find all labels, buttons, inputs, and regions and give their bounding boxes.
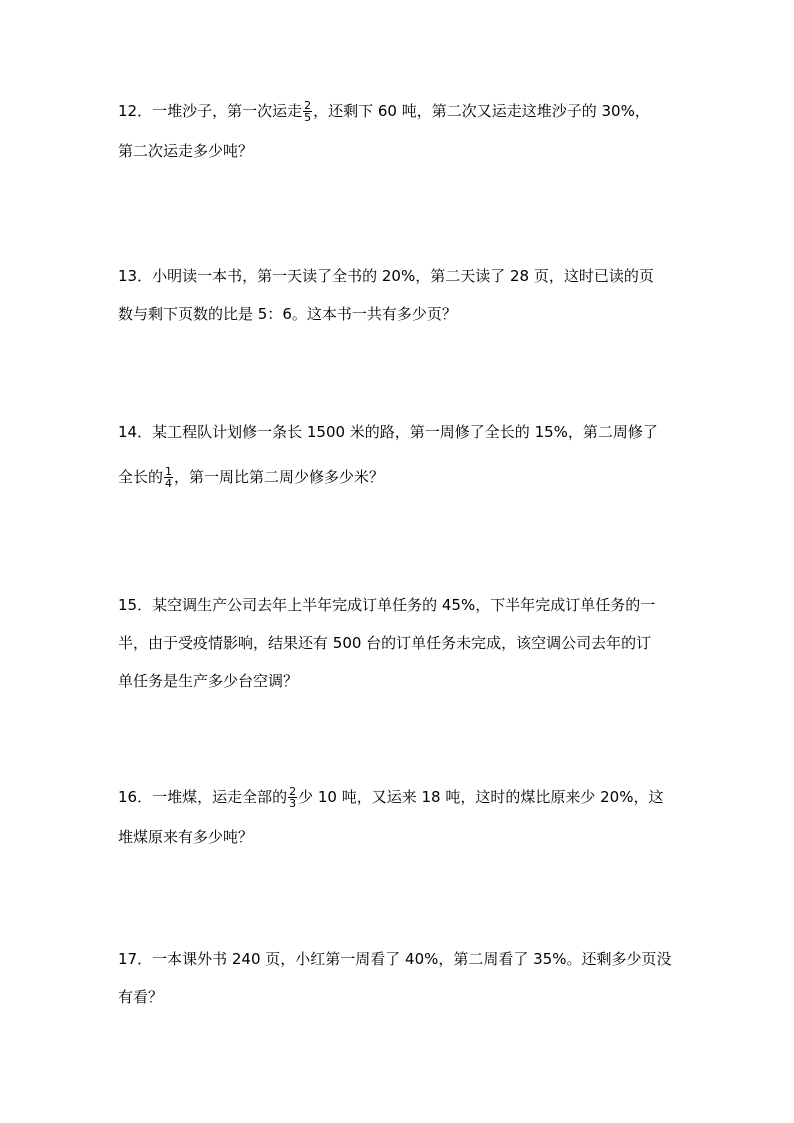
problem-14 xyxy=(118,422,678,489)
fraction xyxy=(303,100,312,123)
fraction xyxy=(164,466,173,489)
problem-line: 16．一堆煤，运走全部的 $\frac{2}{3}$ 少 10 吨，又运来 18 吨，这时的煤比原来少 20%，这 xyxy=(118,785,664,810)
problem-line: 15．某空调生产公司去年上半年完成订单任务的 45%，下半年完成订单任务的一 xyxy=(118,596,656,614)
problem-line: 13．小明读一本书，第一天读了全书的 20%，第二天读了 28 页，这时已读的页 xyxy=(118,267,654,285)
problem-line: 12．一堆沙子，第一次运走 $\frac{2}{5}$ ，还剩下 60 吨，第二次又运走这堆沙子的 30%， xyxy=(118,99,650,124)
fraction-denominator: 5 xyxy=(304,111,312,124)
fraction-numerator: 2 xyxy=(289,785,297,798)
fraction-denominator: 3 xyxy=(289,797,297,810)
problem-line: 全长的 $\frac{1}{4}$ ，第一周比第二周少修多少米？ xyxy=(118,465,385,490)
problem-17 xyxy=(118,949,678,1007)
problem-line: 堆煤原来有多少吨？ xyxy=(118,828,254,846)
fraction-numerator: 1 xyxy=(165,465,173,478)
problem-16 xyxy=(118,786,678,847)
problem-line: 第二次运走多少吨？ xyxy=(118,142,254,160)
fraction-numerator: 2 xyxy=(304,99,312,112)
problem-line: 有看？ xyxy=(118,988,164,1006)
fraction xyxy=(288,786,297,809)
problem-15 xyxy=(118,595,678,691)
problem-12 xyxy=(118,100,678,161)
problem-line: 14．某工程队计划修一条长 1500 米的路，第一周修了全长的 15%，第二周修了 xyxy=(118,423,658,441)
fraction-denominator: 4 xyxy=(165,477,173,490)
problem-13 xyxy=(118,266,678,324)
problem-line: 数与剩下页数的比是 5：6。这本书一共有多少页？ xyxy=(118,305,457,323)
problem-line: 17．一本课外书 240 页，小红第一周看了 40%，第二周看了 35%。还剩多少页没 xyxy=(118,950,672,968)
problem-line: 单任务是生产多少台空调？ xyxy=(118,672,299,690)
problem-line: 半，由于受疫情影响，结果还有 500 台的订单任务未完成，该空调公司去年的订 xyxy=(118,634,652,652)
